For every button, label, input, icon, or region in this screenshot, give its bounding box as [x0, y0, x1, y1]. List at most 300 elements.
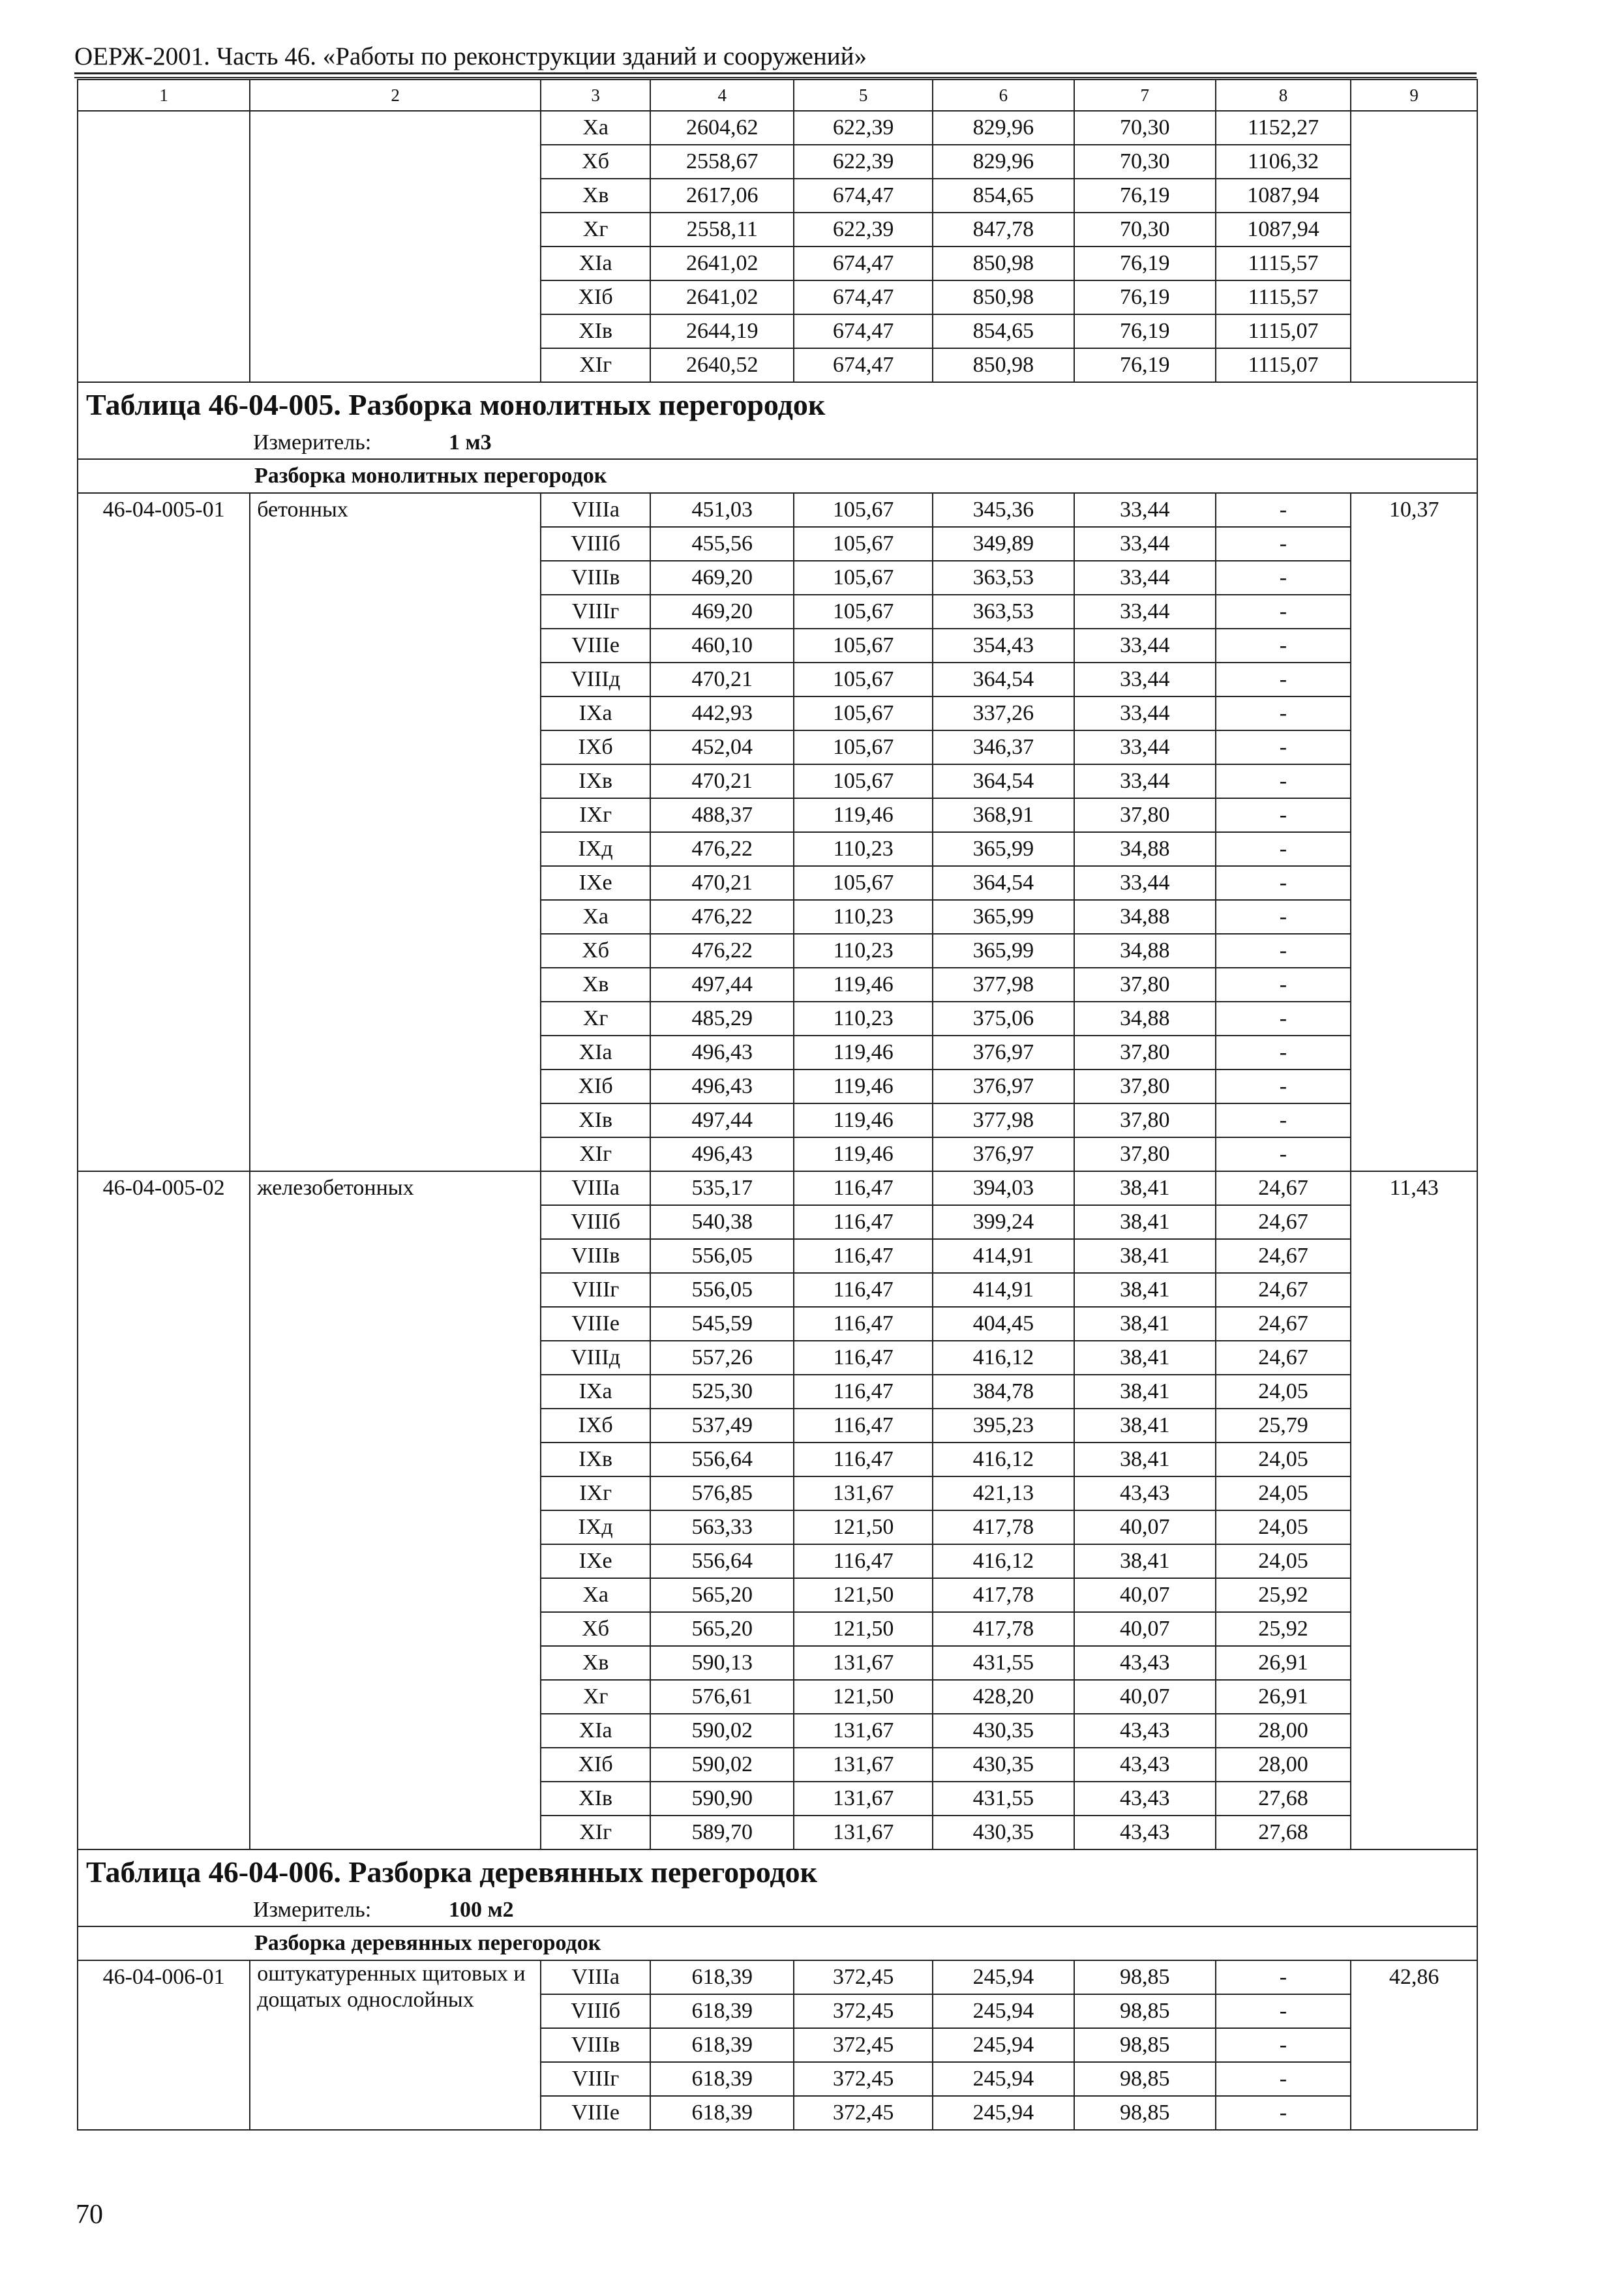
value-cell: 850,98	[933, 280, 1074, 314]
value-cell: VIIIд	[541, 1341, 650, 1375]
value-cell: 43,43	[1074, 1646, 1216, 1680]
column-number: 5	[794, 80, 933, 111]
value-cell: -	[1216, 1103, 1351, 1137]
value-cell: 105,67	[794, 595, 933, 629]
value-cell: 245,94	[933, 1994, 1074, 2028]
value-cell: 854,65	[933, 179, 1074, 213]
value-cell: 25,92	[1216, 1578, 1351, 1612]
value-cell: XIг	[541, 1137, 650, 1171]
value-cell: 540,38	[650, 1205, 794, 1239]
value-cell: 116,47	[794, 1205, 933, 1239]
value-cell: 375,06	[933, 1002, 1074, 1036]
rates-table	[77, 79, 1478, 2131]
page-number: 70	[76, 2200, 103, 2230]
value-cell: 829,96	[933, 145, 1074, 179]
value-cell: 105,67	[794, 866, 933, 900]
value-cell: 455,56	[650, 527, 794, 561]
value-cell: 590,02	[650, 1748, 794, 1782]
value-cell: 70,30	[1074, 145, 1216, 179]
value-cell: 25,92	[1216, 1612, 1351, 1646]
value-cell: 399,24	[933, 1205, 1074, 1239]
value-cell: 417,78	[933, 1578, 1074, 1612]
value-cell: 622,39	[794, 111, 933, 145]
measure-label: Измеритель:	[253, 1898, 372, 1922]
value-cell: IXг	[541, 798, 650, 832]
value-cell: Xб	[541, 934, 650, 968]
value-cell: Xб	[541, 1612, 650, 1646]
value-cell: 496,43	[650, 1137, 794, 1171]
value-cell: 1087,94	[1216, 213, 1351, 247]
value-cell: 110,23	[794, 900, 933, 934]
value-cell: 404,45	[933, 1307, 1074, 1341]
value-cell: 565,20	[650, 1612, 794, 1646]
value-cell: 431,55	[933, 1782, 1074, 1816]
value-cell: 116,47	[794, 1375, 933, 1409]
value-cell: 131,67	[794, 1646, 933, 1680]
header-rule	[74, 72, 1477, 74]
value-cell: 98,85	[1074, 1960, 1216, 1994]
value-cell: XIa	[541, 1036, 650, 1070]
value-cell: Xa	[541, 1578, 650, 1612]
value-cell: 40,07	[1074, 1680, 1216, 1714]
value-cell: IXe	[541, 1544, 650, 1578]
value-cell: 43,43	[1074, 1748, 1216, 1782]
value-cell: 476,22	[650, 934, 794, 968]
value-cell: -	[1216, 493, 1351, 527]
value-cell: -	[1216, 934, 1351, 968]
value-cell: 1152,27	[1216, 111, 1351, 145]
value-cell: 76,19	[1074, 247, 1216, 280]
value-cell: 38,41	[1074, 1273, 1216, 1307]
value-cell: Xб	[541, 145, 650, 179]
value-cell: 618,39	[650, 2062, 794, 2096]
table-row	[78, 1171, 1477, 1205]
value-cell: 372,45	[794, 2062, 933, 2096]
value-cell: 116,47	[794, 1443, 933, 1476]
value-cell: 110,23	[794, 934, 933, 968]
value-cell: 33,44	[1074, 730, 1216, 764]
value-cell: 1115,57	[1216, 280, 1351, 314]
value-cell: Xв	[541, 968, 650, 1002]
value-cell: 451,03	[650, 493, 794, 527]
value-cell: 1115,07	[1216, 348, 1351, 382]
value-cell: 497,44	[650, 968, 794, 1002]
value-cell: 245,94	[933, 2096, 1074, 2130]
value-cell: XIб	[541, 1748, 650, 1782]
value-cell: 38,41	[1074, 1205, 1216, 1239]
value-cell: 105,67	[794, 493, 933, 527]
value-cell: 116,47	[794, 1409, 933, 1443]
value-cell: 38,41	[1074, 1307, 1216, 1341]
value-cell: 40,07	[1074, 1578, 1216, 1612]
value-cell: 119,46	[794, 1036, 933, 1070]
value-cell: 1087,94	[1216, 179, 1351, 213]
table-title-row	[78, 1849, 1477, 1894]
value-cell: 98,85	[1074, 2062, 1216, 2096]
value-cell: 38,41	[1074, 1375, 1216, 1409]
value-cell: 557,26	[650, 1341, 794, 1375]
value-cell: VIIIв	[541, 561, 650, 595]
value-cell: -	[1216, 968, 1351, 1002]
value-cell: 43,43	[1074, 1782, 1216, 1816]
description-cell	[250, 111, 541, 382]
value-cell: XIг	[541, 1816, 650, 1849]
value-cell: 847,78	[933, 213, 1074, 247]
value-cell: 376,97	[933, 1137, 1074, 1171]
value-cell: 431,55	[933, 1646, 1074, 1680]
value-cell: 354,43	[933, 629, 1074, 663]
value-cell: -	[1216, 629, 1351, 663]
value-cell: 1115,07	[1216, 314, 1351, 348]
value-cell: 469,20	[650, 595, 794, 629]
value-cell: VIIIг	[541, 2062, 650, 2096]
value-cell: -	[1216, 595, 1351, 629]
value-cell: 76,19	[1074, 314, 1216, 348]
value-cell: 337,26	[933, 696, 1074, 730]
value-cell: 2640,52	[650, 348, 794, 382]
value-cell: 430,35	[933, 1714, 1074, 1748]
value-cell: 105,67	[794, 696, 933, 730]
value-cell: 372,45	[794, 1960, 933, 1994]
value-cell: 38,41	[1074, 1171, 1216, 1205]
value-cell: VIIIд	[541, 663, 650, 696]
value-cell: VIIIe	[541, 629, 650, 663]
value-cell: 43,43	[1074, 1476, 1216, 1510]
value-cell: 24,67	[1216, 1273, 1351, 1307]
value-cell: 119,46	[794, 798, 933, 832]
value-cell: 70,30	[1074, 213, 1216, 247]
value-cell: 28,00	[1216, 1714, 1351, 1748]
value-cell: 121,50	[794, 1510, 933, 1544]
value-cell: IXe	[541, 866, 650, 900]
value-cell: -	[1216, 1994, 1351, 2028]
value-cell: 2604,62	[650, 111, 794, 145]
value-cell: 365,99	[933, 832, 1074, 866]
column-number: 6	[933, 80, 1074, 111]
table-row	[78, 111, 1477, 145]
value-cell: 618,39	[650, 1994, 794, 2028]
value-cell: 98,85	[1074, 2028, 1216, 2062]
value-cell: 119,46	[794, 968, 933, 1002]
value-cell: XIв	[541, 1103, 650, 1137]
value-cell: 121,50	[794, 1612, 933, 1646]
value-cell: -	[1216, 730, 1351, 764]
value-cell: 430,35	[933, 1748, 1074, 1782]
table-title: Таблица 46-04-006. Разборка деревянных перегородок	[78, 1849, 1477, 1894]
value-cell: 33,44	[1074, 595, 1216, 629]
value-cell: 377,98	[933, 1103, 1074, 1137]
value-cell: 349,89	[933, 527, 1074, 561]
value-cell: 417,78	[933, 1612, 1074, 1646]
value-cell: 76,19	[1074, 179, 1216, 213]
value-cell: 110,23	[794, 832, 933, 866]
value-cell: -	[1216, 696, 1351, 730]
measure-cell	[78, 427, 1477, 459]
value-cell: 430,35	[933, 1816, 1074, 1849]
value-cell: 245,94	[933, 2062, 1074, 2096]
value-cell: 33,44	[1074, 561, 1216, 595]
section-row	[78, 1926, 1477, 1960]
table-row	[78, 1960, 1477, 1994]
value-cell: 537,49	[650, 1409, 794, 1443]
value-cell: 116,47	[794, 1273, 933, 1307]
value-cell: 618,39	[650, 2028, 794, 2062]
value-cell: 556,64	[650, 1443, 794, 1476]
section-row	[78, 459, 1477, 493]
code-cell: 46-04-005-02	[78, 1171, 250, 1849]
value-cell: 576,85	[650, 1476, 794, 1510]
value-cell: XIб	[541, 1070, 650, 1103]
value-cell: 43,43	[1074, 1714, 1216, 1748]
value-cell: 496,43	[650, 1070, 794, 1103]
value-cell: 34,88	[1074, 900, 1216, 934]
value-cell: 25,79	[1216, 1409, 1351, 1443]
value-cell: 576,61	[650, 1680, 794, 1714]
value-cell: 38,41	[1074, 1341, 1216, 1375]
table-row	[78, 493, 1477, 527]
value-cell: IXa	[541, 696, 650, 730]
value-cell: 33,44	[1074, 663, 1216, 696]
value-cell: 416,12	[933, 1544, 1074, 1578]
value-cell: -	[1216, 527, 1351, 561]
value-cell: Xг	[541, 213, 650, 247]
value-cell: 674,47	[794, 179, 933, 213]
value-cell: 372,45	[794, 2028, 933, 2062]
value-cell: 70,30	[1074, 111, 1216, 145]
table-title-row	[78, 382, 1477, 427]
value-cell: -	[1216, 2028, 1351, 2062]
value-cell: VIIIб	[541, 1205, 650, 1239]
value-cell: 535,17	[650, 1171, 794, 1205]
value-cell: 116,47	[794, 1171, 933, 1205]
value-cell: 28,00	[1216, 1748, 1351, 1782]
section-title: Разборка деревянных перегородок	[78, 1926, 1477, 1960]
value-cell: 27,68	[1216, 1782, 1351, 1816]
value-cell: IXв	[541, 764, 650, 798]
value-cell: 674,47	[794, 280, 933, 314]
value-cell: 119,46	[794, 1103, 933, 1137]
description-cell: оштукатуренных щитовых и дощатых однослойных	[250, 1960, 541, 2130]
value-cell: IXд	[541, 832, 650, 866]
value-cell: 1115,57	[1216, 247, 1351, 280]
value-cell: 428,20	[933, 1680, 1074, 1714]
section-title: Разборка монолитных перегородок	[78, 459, 1477, 493]
value-cell: 364,54	[933, 764, 1074, 798]
value-cell: 460,10	[650, 629, 794, 663]
value-cell: -	[1216, 561, 1351, 595]
column-number: 1	[78, 80, 250, 111]
value-cell: 37,80	[1074, 1070, 1216, 1103]
value-cell: 98,85	[1074, 1994, 1216, 2028]
value-cell: XIв	[541, 314, 650, 348]
value-cell: 421,13	[933, 1476, 1074, 1510]
value-cell: 850,98	[933, 348, 1074, 382]
value-cell: 346,37	[933, 730, 1074, 764]
rate-cell: 10,37	[1351, 493, 1477, 1171]
value-cell: 476,22	[650, 900, 794, 934]
value-cell: 121,50	[794, 1578, 933, 1612]
value-cell: 105,67	[794, 764, 933, 798]
value-cell: XIг	[541, 348, 650, 382]
value-cell: 37,80	[1074, 798, 1216, 832]
value-cell: 417,78	[933, 1510, 1074, 1544]
value-cell: Xг	[541, 1680, 650, 1714]
value-cell: -	[1216, 2062, 1351, 2096]
description-cell: железобетонных	[250, 1171, 541, 1849]
rate-cell: 11,43	[1351, 1171, 1477, 1849]
code-cell	[78, 111, 250, 382]
value-cell: 131,67	[794, 1714, 933, 1748]
value-cell: -	[1216, 798, 1351, 832]
value-cell: -	[1216, 1960, 1351, 1994]
value-cell: VIIIв	[541, 1239, 650, 1273]
value-cell: 556,05	[650, 1239, 794, 1273]
value-cell: 497,44	[650, 1103, 794, 1137]
value-cell: -	[1216, 1070, 1351, 1103]
column-number-row	[78, 80, 1477, 111]
measure-value: 100 м2	[449, 1898, 514, 1922]
value-cell: VIIIa	[541, 1171, 650, 1205]
value-cell: 363,53	[933, 595, 1074, 629]
value-cell: 33,44	[1074, 493, 1216, 527]
value-cell: 105,67	[794, 629, 933, 663]
value-cell: -	[1216, 764, 1351, 798]
value-cell: XIa	[541, 247, 650, 280]
value-cell: IXб	[541, 1409, 650, 1443]
value-cell: VIIIa	[541, 1960, 650, 1994]
value-cell: -	[1216, 1002, 1351, 1036]
value-cell: VIIIe	[541, 1307, 650, 1341]
value-cell: VIIIв	[541, 2028, 650, 2062]
value-cell: 131,67	[794, 1782, 933, 1816]
value-cell: 365,99	[933, 934, 1074, 968]
value-cell: 590,90	[650, 1782, 794, 1816]
value-cell: XIв	[541, 1782, 650, 1816]
value-cell: 38,41	[1074, 1544, 1216, 1578]
value-cell: -	[1216, 663, 1351, 696]
value-cell: 395,23	[933, 1409, 1074, 1443]
value-cell: 131,67	[794, 1476, 933, 1510]
value-cell: 121,50	[794, 1680, 933, 1714]
value-cell: Xв	[541, 1646, 650, 1680]
value-cell: 116,47	[794, 1239, 933, 1273]
value-cell: 24,67	[1216, 1239, 1351, 1273]
value-cell: 116,47	[794, 1544, 933, 1578]
value-cell: 24,05	[1216, 1476, 1351, 1510]
value-cell: 76,19	[1074, 348, 1216, 382]
value-cell: 376,97	[933, 1036, 1074, 1070]
value-cell: 26,91	[1216, 1646, 1351, 1680]
value-cell: VIIIг	[541, 595, 650, 629]
value-cell: 33,44	[1074, 629, 1216, 663]
value-cell: 105,67	[794, 561, 933, 595]
value-cell: IXд	[541, 1510, 650, 1544]
value-cell: Xв	[541, 179, 650, 213]
value-cell: 496,43	[650, 1036, 794, 1070]
value-cell: 414,91	[933, 1273, 1074, 1307]
value-cell: 37,80	[1074, 968, 1216, 1002]
value-cell: Xa	[541, 111, 650, 145]
value-cell: IXб	[541, 730, 650, 764]
value-cell: 556,05	[650, 1273, 794, 1307]
value-cell: 43,43	[1074, 1816, 1216, 1849]
value-cell: 24,67	[1216, 1171, 1351, 1205]
header-rule-thin	[74, 77, 1477, 78]
value-cell: 33,44	[1074, 764, 1216, 798]
measure-label: Измеритель:	[253, 430, 372, 455]
value-cell: 34,88	[1074, 934, 1216, 968]
value-cell: 394,03	[933, 1171, 1074, 1205]
value-cell: 622,39	[794, 213, 933, 247]
value-cell: 37,80	[1074, 1036, 1216, 1070]
value-cell: 565,20	[650, 1578, 794, 1612]
value-cell: -	[1216, 900, 1351, 934]
value-cell: 24,67	[1216, 1341, 1351, 1375]
value-cell: -	[1216, 2096, 1351, 2130]
value-cell: 245,94	[933, 1960, 1074, 1994]
value-cell: 105,67	[794, 527, 933, 561]
value-cell: 590,02	[650, 1714, 794, 1748]
value-cell: 365,99	[933, 900, 1074, 934]
code-cell: 46-04-006-01	[78, 1960, 250, 2130]
value-cell: 618,39	[650, 2096, 794, 2130]
value-cell: 556,64	[650, 1544, 794, 1578]
measure-row	[78, 427, 1477, 459]
value-cell: 24,05	[1216, 1443, 1351, 1476]
value-cell: IXв	[541, 1443, 650, 1476]
value-cell: 368,91	[933, 798, 1074, 832]
value-cell: 33,44	[1074, 696, 1216, 730]
value-cell: -	[1216, 1036, 1351, 1070]
value-cell: 37,80	[1074, 1137, 1216, 1171]
value-cell: 105,67	[794, 730, 933, 764]
value-cell: 364,54	[933, 663, 1074, 696]
value-cell: XIa	[541, 1714, 650, 1748]
value-cell: 40,07	[1074, 1612, 1216, 1646]
value-cell: Xг	[541, 1002, 650, 1036]
value-cell: 442,93	[650, 696, 794, 730]
value-cell: 24,67	[1216, 1205, 1351, 1239]
value-cell: VIIIг	[541, 1273, 650, 1307]
column-number: 7	[1074, 80, 1216, 111]
value-cell: 38,41	[1074, 1409, 1216, 1443]
value-cell: 119,46	[794, 1070, 933, 1103]
value-cell: 105,67	[794, 663, 933, 696]
value-cell: 485,29	[650, 1002, 794, 1036]
value-cell: 452,04	[650, 730, 794, 764]
value-cell: 1106,32	[1216, 145, 1351, 179]
value-cell: IXa	[541, 1375, 650, 1409]
value-cell: 829,96	[933, 111, 1074, 145]
value-cell: XIб	[541, 280, 650, 314]
value-cell: 26,91	[1216, 1680, 1351, 1714]
value-cell: -	[1216, 1137, 1351, 1171]
column-number: 9	[1351, 80, 1477, 111]
value-cell: VIIIa	[541, 493, 650, 527]
value-cell: 414,91	[933, 1239, 1074, 1273]
measure-cell	[78, 1894, 1477, 1926]
value-cell: 33,44	[1074, 866, 1216, 900]
value-cell: 76,19	[1074, 280, 1216, 314]
value-cell: 34,88	[1074, 1002, 1216, 1036]
column-number: 2	[250, 80, 541, 111]
value-cell: 2644,19	[650, 314, 794, 348]
value-cell: 24,05	[1216, 1544, 1351, 1578]
value-cell: 40,07	[1074, 1510, 1216, 1544]
value-cell: 850,98	[933, 247, 1074, 280]
value-cell: 2558,67	[650, 145, 794, 179]
value-cell: 131,67	[794, 1748, 933, 1782]
